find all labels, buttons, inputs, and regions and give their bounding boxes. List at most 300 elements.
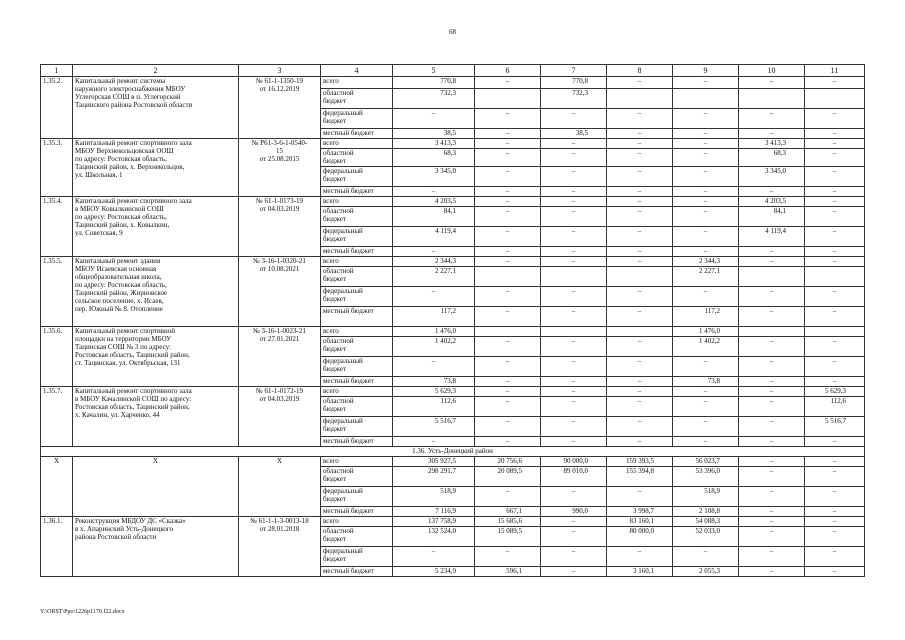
- amount-cell: –: [805, 109, 865, 129]
- funding-source: областной бюджет: [321, 89, 393, 109]
- funding-source: всего: [321, 257, 393, 267]
- amount-cell: 132 524,0: [393, 527, 475, 547]
- amount-cell: –: [475, 197, 541, 207]
- amount-cell: –: [607, 487, 673, 507]
- amount-cell: –: [607, 437, 673, 447]
- amount-cell: –: [805, 517, 865, 527]
- amount-cell: –: [607, 197, 673, 207]
- amount-cell: –: [805, 307, 865, 327]
- amount-cell: –: [475, 417, 541, 437]
- amount-cell: 2 108,8: [673, 507, 739, 517]
- amount-cell: 1 476,0: [673, 327, 739, 337]
- amount-cell: –: [805, 547, 865, 567]
- funding-source: федеральный бюджет: [321, 547, 393, 567]
- amount-cell: –: [739, 387, 805, 397]
- item-number: 1.35.4.: [41, 197, 73, 257]
- amount-cell: –: [673, 247, 739, 257]
- amount-cell: –: [541, 257, 607, 267]
- column-header: 4: [321, 65, 393, 77]
- amount-cell: –: [475, 437, 541, 447]
- funding-source: местный бюджет: [321, 437, 393, 447]
- amount-cell: –: [541, 337, 607, 357]
- object-description: Капитальный ремонт системы наружного электроснабжения МБОУ Углегорская СОШ в п. Углегорский Тацинского района Ростовской области: [73, 77, 239, 139]
- amount-cell: –: [739, 109, 805, 129]
- table-row: [41, 77, 865, 89]
- amount-cell: [805, 267, 865, 287]
- amount-cell: 38,5: [541, 129, 607, 139]
- amount-cell: –: [607, 397, 673, 417]
- amount-cell: 3 345,0: [393, 167, 475, 187]
- funding-source: местный бюджет: [321, 247, 393, 257]
- expertise-document: № Р61-3-6-1-0540- 15 от 25.08.2015: [239, 139, 321, 197]
- funding-source: областной бюджет: [321, 267, 393, 287]
- amount-cell: –: [541, 417, 607, 437]
- amount-cell: –: [673, 357, 739, 377]
- amount-cell: –: [673, 167, 739, 187]
- amount-cell: –: [673, 149, 739, 167]
- amount-cell: –: [475, 307, 541, 327]
- section-title: 1.36. Усть-Донецкий район: [41, 447, 865, 457]
- funding-source: областной бюджет: [321, 207, 393, 227]
- object-description: Капитальный ремонт спортивной площадки на территории МБОУ Тацинская СОШ № 3 по адресу: Ростовская область, Тацинский район, ст. Тацинская, ул. Октябрьская, 131: [73, 327, 239, 387]
- funding-source: федеральный бюджет: [321, 227, 393, 247]
- amount-cell: –: [475, 287, 541, 307]
- expertise-document: № 61-1-1350-19 от 16.12.2019: [239, 77, 321, 139]
- amount-cell: –: [805, 487, 865, 507]
- object-description: Реконструкция МБДОУ ДС «Сказка» в х. Апаринский Усть-Донецкого района Ростовской области: [73, 517, 239, 577]
- funding-source: местный бюджет: [321, 129, 393, 139]
- funding-source: всего: [321, 77, 393, 89]
- amount-cell: –: [541, 517, 607, 527]
- amount-cell: –: [393, 187, 475, 197]
- amount-cell: 159 393,5: [607, 457, 673, 467]
- amount-cell: –: [805, 257, 865, 267]
- funding-source: местный бюджет: [321, 507, 393, 517]
- amount-cell: –: [805, 197, 865, 207]
- funding-source: областной бюджет: [321, 149, 393, 167]
- funding-source: всего: [321, 387, 393, 397]
- amount-cell: –: [805, 467, 865, 487]
- amount-cell: 80 000,0: [607, 527, 673, 547]
- amount-cell: –: [541, 139, 607, 149]
- amount-cell: –: [805, 457, 865, 467]
- amount-cell: –: [541, 167, 607, 187]
- item-number: 1.35.6.: [41, 327, 73, 387]
- amount-cell: –: [475, 387, 541, 397]
- amount-cell: –: [475, 167, 541, 187]
- amount-cell: –: [607, 77, 673, 89]
- amount-cell: 2 344,3: [673, 257, 739, 267]
- amount-cell: 305 927,5: [393, 457, 475, 467]
- amount-cell: –: [475, 149, 541, 167]
- amount-cell: –: [739, 527, 805, 547]
- amount-cell: –: [739, 129, 805, 139]
- amount-cell: –: [739, 517, 805, 527]
- amount-cell: –: [739, 187, 805, 197]
- amount-cell: –: [541, 227, 607, 247]
- amount-cell: –: [475, 397, 541, 417]
- amount-cell: –: [805, 337, 865, 357]
- funding-source: местный бюджет: [321, 377, 393, 387]
- item-number: Х: [41, 457, 73, 517]
- expertise-document: № 61-1-0173-19 от 04.03.2019: [239, 197, 321, 257]
- amount-cell: –: [607, 377, 673, 387]
- amount-cell: 90 000,0: [541, 457, 607, 467]
- object-description: Капитальный ремонт спортивного зала МБОУ Верхнекольцовская ООШ по адресу: Ростовская область, Тацинский район, х. Верхнекольцов, ул. Школьная, 1: [73, 139, 239, 197]
- amount-cell: –: [805, 437, 865, 447]
- amount-cell: 54 088,3: [673, 517, 739, 527]
- amount-cell: 3 998,7: [607, 507, 673, 517]
- amount-cell: 518,9: [393, 487, 475, 507]
- amount-cell: 38,5: [393, 129, 475, 139]
- amount-cell: –: [475, 377, 541, 387]
- amount-cell: 155 394,8: [607, 467, 673, 487]
- amount-cell: –: [673, 207, 739, 227]
- amount-cell: –: [805, 77, 865, 89]
- amount-cell: 112,6: [805, 397, 865, 417]
- amount-cell: 112,6: [393, 397, 475, 417]
- amount-cell: –: [475, 247, 541, 257]
- funding-source: областной бюджет: [321, 397, 393, 417]
- amount-cell: –: [541, 307, 607, 327]
- amount-cell: 5 234,9: [393, 567, 475, 577]
- amount-cell: 2 227,1: [673, 267, 739, 287]
- table-row: [41, 457, 865, 467]
- amount-cell: [739, 89, 805, 109]
- amount-cell: [541, 327, 607, 337]
- amount-cell: 117,2: [393, 307, 475, 327]
- amount-cell: –: [739, 417, 805, 437]
- amount-cell: –: [541, 567, 607, 577]
- amount-cell: –: [805, 287, 865, 307]
- amount-cell: –: [393, 547, 475, 567]
- amount-cell: –: [607, 307, 673, 327]
- amount-cell: –: [673, 387, 739, 397]
- amount-cell: –: [739, 397, 805, 417]
- amount-cell: [475, 267, 541, 287]
- amount-cell: 1 402,2: [393, 337, 475, 357]
- amount-cell: –: [607, 287, 673, 307]
- amount-cell: –: [673, 437, 739, 447]
- amount-cell: –: [805, 129, 865, 139]
- amount-cell: 4 119,4: [739, 227, 805, 247]
- column-header: 10: [739, 65, 805, 77]
- amount-cell: –: [739, 437, 805, 447]
- amount-cell: –: [673, 139, 739, 149]
- funding-source: федеральный бюджет: [321, 417, 393, 437]
- item-number: 1.35.7.: [41, 387, 73, 447]
- amount-cell: –: [541, 109, 607, 129]
- amount-cell: –: [541, 197, 607, 207]
- funding-source: федеральный бюджет: [321, 487, 393, 507]
- amount-cell: –: [541, 527, 607, 547]
- amount-cell: 7 116,9: [393, 507, 475, 517]
- amount-cell: –: [541, 247, 607, 257]
- amount-cell: 5 516,7: [393, 417, 475, 437]
- amount-cell: 3 160,1: [607, 567, 673, 577]
- amount-cell: –: [805, 507, 865, 517]
- amount-cell: –: [607, 207, 673, 227]
- amount-cell: 117,2: [673, 307, 739, 327]
- expertise-document: № 3-16-1-0023-21 от 27.01.2021: [239, 327, 321, 387]
- amount-cell: –: [541, 397, 607, 417]
- amount-cell: –: [607, 257, 673, 267]
- item-number: 1.35.2.: [41, 77, 73, 139]
- amount-cell: –: [805, 527, 865, 547]
- amount-cell: –: [805, 357, 865, 377]
- amount-cell: –: [805, 149, 865, 167]
- amount-cell: –: [607, 227, 673, 247]
- amount-cell: –: [607, 547, 673, 567]
- amount-cell: –: [607, 149, 673, 167]
- funding-source: всего: [321, 517, 393, 527]
- amount-cell: –: [607, 139, 673, 149]
- funding-source: федеральный бюджет: [321, 287, 393, 307]
- funding-source: федеральный бюджет: [321, 357, 393, 377]
- amount-cell: –: [805, 187, 865, 197]
- amount-cell: –: [673, 227, 739, 247]
- amount-cell: –: [607, 417, 673, 437]
- amount-cell: –: [805, 167, 865, 187]
- column-header: 8: [607, 65, 673, 77]
- page-number: 68: [449, 28, 456, 36]
- amount-cell: 73,8: [393, 377, 475, 387]
- amount-cell: –: [673, 77, 739, 89]
- object-description: Х: [73, 457, 239, 517]
- amount-cell: –: [739, 507, 805, 517]
- amount-cell: –: [673, 187, 739, 197]
- amount-cell: 15 089,5: [475, 527, 541, 547]
- amount-cell: 3 345,0: [739, 167, 805, 187]
- item-number: 1.35.5.: [41, 257, 73, 327]
- amount-cell: –: [739, 77, 805, 89]
- amount-cell: 4 119,4: [393, 227, 475, 247]
- amount-cell: [475, 89, 541, 109]
- column-header: 6: [475, 65, 541, 77]
- item-number: 1.36.1.: [41, 517, 73, 577]
- amount-cell: –: [673, 129, 739, 139]
- table-row: [41, 387, 865, 397]
- funding-source: федеральный бюджет: [321, 109, 393, 129]
- table-row: [41, 139, 865, 149]
- amount-cell: 20 756,6: [475, 457, 541, 467]
- amount-cell: –: [805, 247, 865, 257]
- expertise-document: № 61-1-1-3-0013-18 от 28.01.2018: [239, 517, 321, 577]
- amount-cell: –: [805, 207, 865, 227]
- amount-cell: 2 344,3: [393, 257, 475, 267]
- expertise-document: № 61-1-0172-19 от 04.03.2019: [239, 387, 321, 447]
- table-row: [41, 197, 865, 207]
- funding-source: областной бюджет: [321, 527, 393, 547]
- column-header: 5: [393, 65, 475, 77]
- amount-cell: [739, 327, 805, 337]
- amount-cell: –: [541, 187, 607, 197]
- amount-cell: –: [739, 337, 805, 357]
- amount-cell: [805, 327, 865, 337]
- object-description: Капитальный ремонт спортивного зала в МБОУ Ковылкинской СОШ по адресу: Ростовская область, Тацинский район, х. Ковылкин, ул. Советская, 9: [73, 197, 239, 257]
- object-description: Капитальный ремонт здания МБОУ Исаевская основная общеобразовательная школа, по адресу: Ростовская область, Тацинский район, Жирновское сельское поселение, х. Исаев, пер. Южный № 8. Отопление: [73, 257, 239, 327]
- column-header: 3: [239, 65, 321, 77]
- amount-cell: [541, 267, 607, 287]
- amount-cell: 2 227,1: [393, 267, 475, 287]
- amount-cell: 73,8: [673, 377, 739, 387]
- amount-cell: –: [541, 207, 607, 227]
- amount-cell: –: [739, 547, 805, 567]
- amount-cell: –: [607, 129, 673, 139]
- amount-cell: –: [805, 377, 865, 387]
- amount-cell: –: [673, 417, 739, 437]
- amount-cell: –: [393, 437, 475, 447]
- amount-cell: –: [393, 287, 475, 307]
- amount-cell: 667,1: [475, 507, 541, 517]
- amount-cell: –: [475, 337, 541, 357]
- amount-cell: –: [541, 547, 607, 567]
- amount-cell: –: [739, 487, 805, 507]
- amount-cell: 3 413,3: [739, 139, 805, 149]
- funding-source: всего: [321, 197, 393, 207]
- amount-cell: –: [739, 247, 805, 257]
- amount-cell: –: [739, 567, 805, 577]
- amount-cell: –: [475, 77, 541, 89]
- item-number: 1.35.3.: [41, 139, 73, 197]
- amount-cell: 89 010,0: [541, 467, 607, 487]
- funding-source: всего: [321, 457, 393, 467]
- amount-cell: 20 089,5: [475, 467, 541, 487]
- amount-cell: –: [805, 567, 865, 577]
- column-header: 11: [805, 65, 865, 77]
- amount-cell: –: [739, 357, 805, 377]
- amount-cell: 3 413,3: [393, 139, 475, 149]
- budget-table: [40, 64, 865, 577]
- column-header: 9: [673, 65, 739, 77]
- table-header-row: [41, 65, 865, 77]
- amount-cell: 990,0: [541, 507, 607, 517]
- funding-source: областной бюджет: [321, 337, 393, 357]
- amount-cell: –: [475, 129, 541, 139]
- amount-cell: –: [475, 207, 541, 227]
- amount-cell: –: [739, 257, 805, 267]
- amount-cell: 56 023,7: [673, 457, 739, 467]
- amount-cell: –: [541, 387, 607, 397]
- amount-cell: 596,1: [475, 567, 541, 577]
- amount-cell: 84,1: [739, 207, 805, 227]
- amount-cell: –: [805, 139, 865, 149]
- amount-cell: –: [739, 287, 805, 307]
- amount-cell: –: [475, 109, 541, 129]
- amount-cell: 5 629,3: [393, 387, 475, 397]
- amount-cell: 15 685,6: [475, 517, 541, 527]
- amount-cell: –: [541, 287, 607, 307]
- amount-cell: [805, 89, 865, 109]
- amount-cell: –: [673, 397, 739, 417]
- amount-cell: –: [739, 307, 805, 327]
- section-row: [41, 447, 865, 457]
- amount-cell: –: [393, 357, 475, 377]
- amount-cell: –: [673, 197, 739, 207]
- amount-cell: –: [475, 487, 541, 507]
- funding-source: областной бюджет: [321, 467, 393, 487]
- funding-source: всего: [321, 139, 393, 149]
- amount-cell: 732,3: [393, 89, 475, 109]
- amount-cell: 732,3: [541, 89, 607, 109]
- amount-cell: [607, 89, 673, 109]
- amount-cell: –: [475, 357, 541, 377]
- amount-cell: –: [607, 387, 673, 397]
- amount-cell: –: [475, 139, 541, 149]
- amount-cell: –: [475, 187, 541, 197]
- column-header: 1: [41, 65, 73, 77]
- amount-cell: 518,9: [673, 487, 739, 507]
- amount-cell: –: [739, 467, 805, 487]
- amount-cell: 2 055,3: [673, 567, 739, 577]
- amount-cell: –: [673, 109, 739, 129]
- amount-cell: [607, 327, 673, 337]
- table-row: [41, 517, 865, 527]
- amount-cell: 4 203,5: [739, 197, 805, 207]
- amount-cell: 68,3: [393, 149, 475, 167]
- funding-source: местный бюджет: [321, 567, 393, 577]
- amount-cell: –: [541, 487, 607, 507]
- amount-cell: [475, 327, 541, 337]
- amount-cell: –: [393, 247, 475, 257]
- amount-cell: –: [607, 337, 673, 357]
- object-description: Капитальный ремонт спортивного зала в МБОУ Качалинской СОШ по адресу: Ростовская область, Тацинский район, х. Качалин, ул. Харченко, 44: [73, 387, 239, 447]
- amount-cell: –: [739, 457, 805, 467]
- column-header: 2: [73, 65, 239, 77]
- amount-cell: –: [475, 547, 541, 567]
- amount-cell: 84,1: [393, 207, 475, 227]
- funding-source: федеральный бюджет: [321, 167, 393, 187]
- funding-source: всего: [321, 327, 393, 337]
- amount-cell: –: [541, 149, 607, 167]
- funding-source: местный бюджет: [321, 307, 393, 327]
- expertise-document: № 3-16-1-0320-21 от 10.08.2021: [239, 257, 321, 327]
- amount-cell: 68,3: [739, 149, 805, 167]
- amount-cell: –: [607, 167, 673, 187]
- amount-cell: 4 203,5: [393, 197, 475, 207]
- amount-cell: 83 160,1: [607, 517, 673, 527]
- table-row: [41, 257, 865, 267]
- amount-cell: –: [607, 187, 673, 197]
- amount-cell: –: [541, 377, 607, 387]
- expertise-document: Х: [239, 457, 321, 517]
- amount-cell: 137 758,9: [393, 517, 475, 527]
- amount-cell: 5 629,3: [805, 387, 865, 397]
- amount-cell: –: [607, 109, 673, 129]
- document-path: Y:\ORST\Ppo\1226p1170.f22.docx: [40, 609, 125, 615]
- amount-cell: 1 476,0: [393, 327, 475, 337]
- amount-cell: [673, 89, 739, 109]
- amount-cell: 5 516,7: [805, 417, 865, 437]
- amount-cell: –: [673, 547, 739, 567]
- amount-cell: [739, 267, 805, 287]
- amount-cell: 52 033,0: [673, 527, 739, 547]
- amount-cell: –: [739, 377, 805, 387]
- amount-cell: 770,8: [393, 77, 475, 89]
- amount-cell: 298 291,7: [393, 467, 475, 487]
- amount-cell: –: [393, 109, 475, 129]
- amount-cell: –: [541, 437, 607, 447]
- amount-cell: [607, 267, 673, 287]
- amount-cell: –: [541, 357, 607, 377]
- amount-cell: 53 396,0: [673, 467, 739, 487]
- amount-cell: –: [475, 257, 541, 267]
- amount-cell: –: [475, 227, 541, 247]
- amount-cell: –: [673, 287, 739, 307]
- table-row: [41, 327, 865, 337]
- amount-cell: –: [607, 357, 673, 377]
- amount-cell: –: [607, 247, 673, 257]
